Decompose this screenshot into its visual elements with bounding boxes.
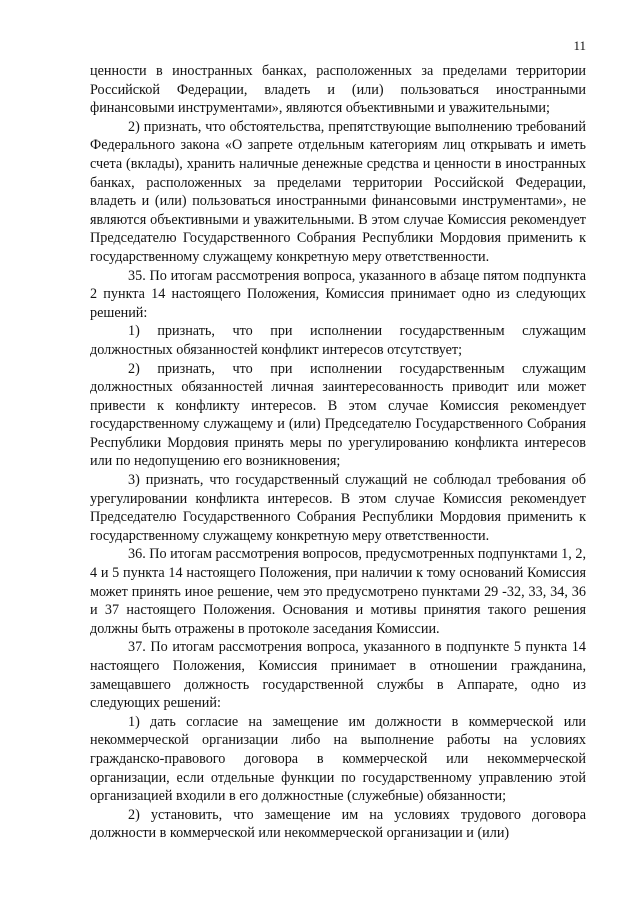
paragraph-continuation: ценности в иностранных банках, расположенных за пределами территории Российской Федерации, владеть и (или) пользоваться иностранными финансовыми инструментами», являются объективными и уважительными; [90, 63, 586, 117]
paragraph-clause-35-item-2: 2) признать, что при исполнении государственным служащим должностных обязанностей личная заинтересованность приводит или может привести к конфликту интересов. В этом случае Комиссия рекомендует государственному служащему и (или) Председателю Государственного Собрания Республики Мордовия принять меры по урегулированию конфликта интересов или по недопущению его возникновения; [90, 360, 586, 470]
paragraph-clause-36: 36. По итогам рассмотрения вопросов, предусмотренных подпунктами 1, 2, 4 и 5 пункта 14 настоящего Положения, при наличии к тому оснований Комиссия может принять иное решение, чем это предусмотрено пунктами 29 -32, 33, 34, 36 и 37 настоящего Положения. Основания и мотивы принятия такого решения должны быть отражены в протоколе заседания Комиссии. [90, 546, 586, 637]
document-body [90, 62, 586, 843]
paragraph-clause-35: 35. По итогам рассмотрения вопроса, указанного в абзаце пятом подпункта 2 пункта 14 настоящего Положения, Комиссия принимает одно из следующих решений: [90, 267, 586, 321]
paragraph-clause-37-item-2: 2) установить, что замещение им на условиях трудового договора должности в коммерческой или некоммерческой организации и (или) [90, 806, 586, 842]
paragraph-clause-37-item-1: 1) дать согласие на замещение им должности в коммерческой или некоммерческой организации либо на выполнение работы на условиях гражданско-правового договора в коммерческой или некоммерческой организации, если отдельные функции по государственному управлению этой организацией входили в его должностные (служебные) обязанности; [90, 713, 586, 805]
paragraph-clause-35-item-1: 1) признать, что при исполнении государственным служащим должностных обязанностей конфликт интересов отсутствует; [90, 323, 586, 358]
page-number: 11 [573, 38, 586, 53]
paragraph-clause-35-item-3: 3) признать, что государственный служащий не соблюдал требования об урегулировании конфликта интересов. В этом случае Комиссия рекомендует Председателю Государственного Собрания Республики Мордовия применить к государственному служащему конкретную меру ответственности. [90, 472, 586, 544]
paragraph-clause-37: 37. По итогам рассмотрения вопроса, указанного в подпункте 5 пункта 14 настоящего Положения, Комиссия принимает в отношении гражданина, замещавшего должность государственной службы в Аппарате, одно из следующих решений: [90, 639, 586, 712]
paragraph-item-2-not-objective: 2) признать, что обстоятельства, препятствующие выполнению требований Федерального закона «О запрете отдельным категориям лиц открывать и иметь счета (вклады), хранить наличные денежные средства и ценности в иностранных банках, расположенных за пределами территории Российской Федерации, владеть и (или) пользоваться иностранными финансовыми инструментами», не являются объективными и уважительными. В этом случае Комиссия рекомендует Председателю Государственного Собрания Республики Мордовия применить к государственному служащему конкретную меру ответственности. [90, 118, 586, 265]
